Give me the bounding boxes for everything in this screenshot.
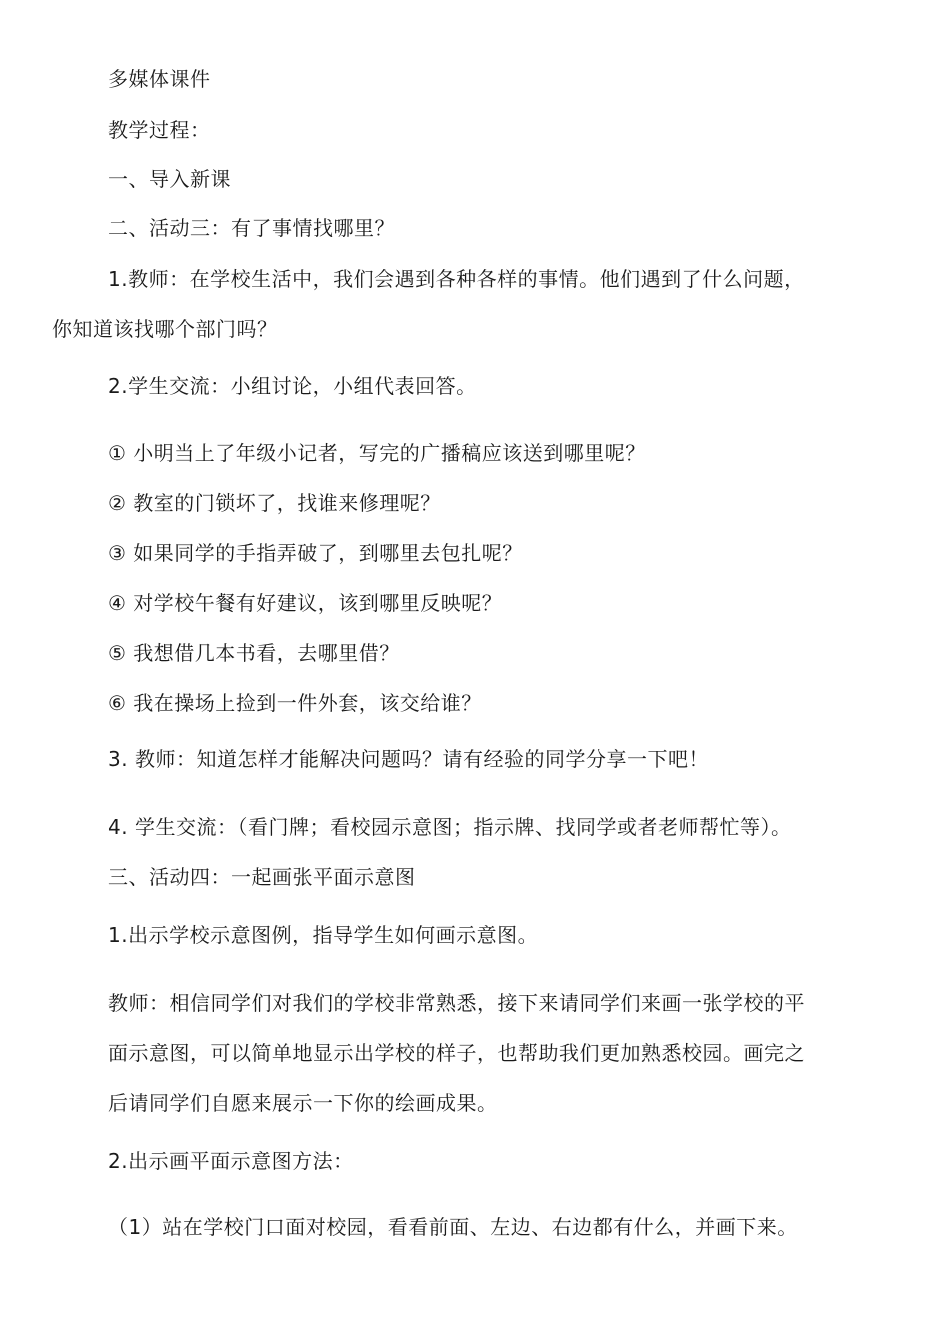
line-method-1: （1）站在学校门口面对校园，看看前面、左边、右边都有什么，并画下来。 [108,1215,798,1239]
line-step-2-method: 2.出示画平面示意图方法： [108,1149,354,1173]
line-process-heading: 教学过程： [108,118,211,142]
line-teacher-a: 教师：相信同学们对我们的学校非常熟悉，接下来请同学们来画一张学校的平 [108,991,805,1015]
line-step-2: 2.学生交流：小组讨论，小组代表回答。 [108,374,477,398]
line-question-6: ⑥ 我在操场上捡到一件外套，该交给谁？ [108,691,482,715]
line-question-5: ⑤ 我想借几本书看，去哪里借？ [108,641,400,665]
line-step-1a: 1.教师：在学校生活中，我们会遇到各种各样的事情。他们遇到了什么问题， [108,267,805,291]
line-question-4: ④ 对学校午餐有好建议，该到哪里反映呢？ [108,591,503,615]
line-question-3: ③ 如果同学的手指弄破了，到哪里去包扎呢？ [108,541,523,565]
line-step-4: 4. 学生交流：（看门牌；看校园示意图；指示牌、找同学或者老师帮忙等）。 [108,815,792,839]
line-question-2: ② 教室的门锁坏了，找谁来修理呢？ [108,491,441,515]
line-section-1: 一、导入新课 [108,167,231,191]
line-section-3: 三、活动四：一起画张平面示意图 [108,865,416,889]
line-step-3: 3. 教师：知道怎样才能解决问题吗？请有经验的同学分享一下吧！ [108,747,709,771]
line-step-1b: 你知道该找哪个部门吗？ [52,317,278,341]
line-question-1: ① 小明当上了年级小记者，写完的广播稿应该送到哪里呢？ [108,441,646,465]
line-section-2: 二、活动三：有了事情找哪里？ [108,216,395,240]
line-teacher-b: 面示意图，可以简单地显示出学校的样子，也帮助我们更加熟悉校园。画完之 [108,1041,805,1065]
line-teacher-c: 后请同学们自愿来展示一下你的绘画成果。 [108,1091,498,1115]
line-step-1-draw: 1.出示学校示意图例，指导学生如何画示意图。 [108,923,539,947]
line-materials: 多媒体课件 [108,67,211,91]
